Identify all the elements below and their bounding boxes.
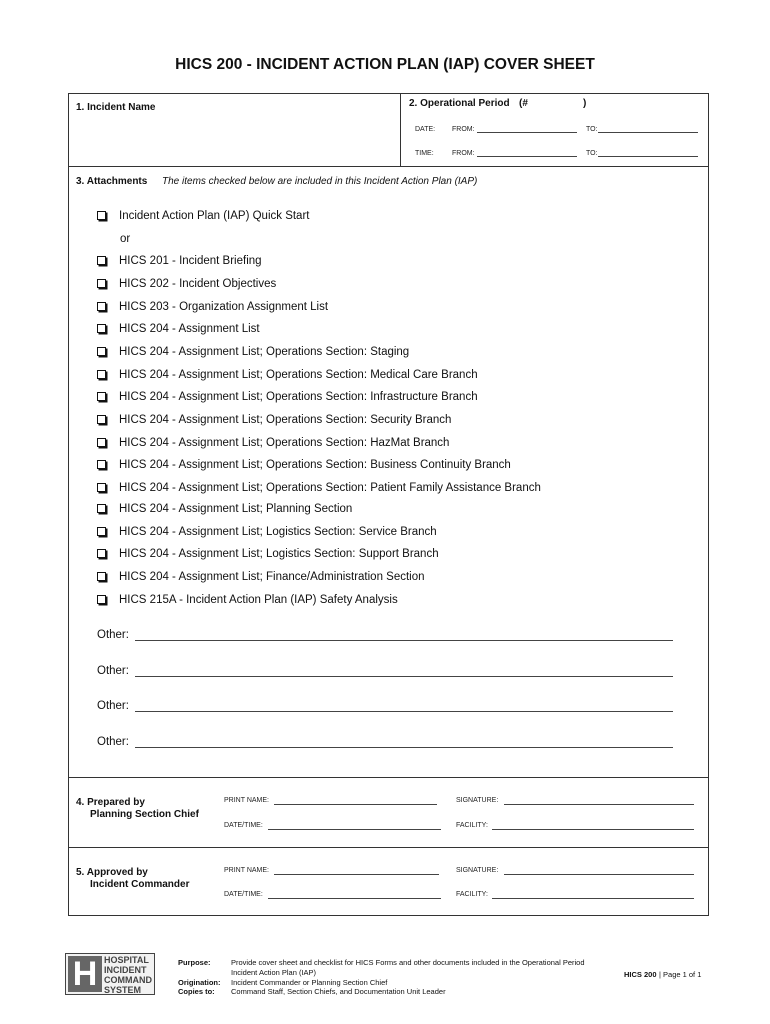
copies-label: Copies to: [178,987,215,996]
purpose-text-2: Incident Action Plan (IAP) [231,968,317,977]
checklist-item-hics-201[interactable] [97,255,262,267]
other-field-4[interactable] [135,747,673,748]
prepared-datetime-field[interactable] [268,829,441,830]
time-to-field[interactable] [598,156,698,157]
time-from-label: FROM: [452,150,475,157]
logo-line: INCIDENT [104,965,147,975]
checkbox[interactable] [97,302,106,311]
checklist-item-label: HICS 204 - Assignment List; Finance/Administration Section [119,571,425,583]
checklist-item-label: HICS 204 - Assignment List [119,323,260,335]
checkbox[interactable] [97,438,106,447]
origination-text: Incident Commander or Planning Section Chief [231,978,388,987]
approved-signature-label: SIGNATURE: [456,867,499,874]
checklist-item-label: HICS 204 - Assignment List; Logistics Section: Service Branch [119,526,437,538]
time-from-field[interactable] [477,156,577,157]
checklist-item-hics-204-support[interactable] [97,548,439,560]
checklist-item-label: HICS 202 - Incident Objectives [119,278,277,290]
other-label-2: Other: [97,665,129,677]
checklist-item-label: HICS 204 - Assignment List; Planning Section [119,503,353,515]
other-field-3[interactable] [135,711,673,712]
purpose-label: Purpose: [178,958,211,967]
checklist-item-hics-204-finance[interactable] [97,571,425,583]
checkbox[interactable] [97,370,106,379]
operational-period-label: 2. Operational Period [409,98,510,109]
checklist-item-hics-204-security[interactable] [97,414,451,426]
prepared-by-label: 4. Prepared by [76,797,145,808]
approved-by-label: 5. Approved by [76,867,148,878]
approved-facility-label: FACILITY: [456,891,488,898]
other-label-4: Other: [97,736,129,748]
approved-datetime-label: DATE/TIME: [224,891,263,898]
attachments-label: 3. Attachments [76,176,148,187]
checklist-item-hics-204-planning[interactable] [97,503,352,515]
prepared-print-name-label: PRINT NAME: [224,797,269,804]
logo-line: COMMAND [104,975,152,985]
operational-period-close: ) [583,98,587,109]
logo-line: HOSPITAL [104,955,149,965]
checklist-item-label: HICS 204 - Assignment List; Operations Section: HazMat Branch [119,437,450,449]
page-title: HICS 200 - INCIDENT ACTION PLAN (IAP) COVER SHEET [175,56,595,73]
checkbox[interactable] [97,392,106,401]
checklist-item-label: HICS 204 - Assignment List; Operations Section: Patient Family Assistance Branch [119,482,541,494]
checklist-item-hics-204-business-continuity[interactable] [97,459,511,471]
checklist-item-label: HICS 204 - Assignment List; Operations Section: Medical Care Branch [119,369,478,381]
checklist-item-quick-start[interactable] [97,210,309,222]
prepared-datetime-label: DATE/TIME: [224,822,263,829]
form-id: HICS 200 [624,970,657,979]
checkbox[interactable] [97,460,106,469]
checklist-item-hics-204-hazmat[interactable] [97,437,449,449]
checkbox[interactable] [97,256,106,265]
checkbox[interactable] [97,504,106,513]
checklist-item-label: HICS 215A - Incident Action Plan (IAP) Safety Analysis [119,594,398,606]
checkbox[interactable] [97,595,106,604]
approved-print-name-field[interactable] [274,874,439,875]
approved-print-name-label: PRINT NAME: [224,867,269,874]
date-to-label: TO: [586,126,598,133]
checkbox[interactable] [97,483,106,492]
checkbox[interactable] [97,211,106,220]
other-field-2[interactable] [135,676,673,677]
checklist-item-label: HICS 201 - Incident Briefing [119,255,262,267]
other-label-3: Other: [97,700,129,712]
origination-label: Origination: [178,978,221,987]
prepared-print-name-field[interactable] [274,804,437,805]
incident-name-field[interactable] [76,115,392,163]
purpose-text-1: Provide cover sheet and checklist for HICS Forms and other documents included in the Operational Period [231,958,585,967]
checklist-item-label: HICS 204 - Assignment List; Logistics Section: Support Branch [119,548,439,560]
checklist-item-label: HICS 203 - Organization Assignment List [119,301,329,313]
checklist-item-hics-203[interactable] [97,301,328,313]
checklist-item-hics-215a[interactable] [97,594,398,606]
approved-by-role: Incident Commander [90,879,190,890]
checklist-item-label: HICS 204 - Assignment List; Operations Section: Infrastructure Branch [119,391,478,403]
checkbox[interactable] [97,347,106,356]
checklist-item-label: HICS 204 - Assignment List; Operations Section: Business Continuity Branch [119,459,511,471]
copies-text: Command Staff, Section Chiefs, and Documentation Unit Leader [231,987,446,996]
checkbox[interactable] [97,324,106,333]
checklist-item-hics-204[interactable] [97,323,260,335]
logo-line: SYSTEM [104,985,142,995]
checkbox[interactable] [97,549,106,558]
checklist-item-label: Incident Action Plan (IAP) Quick Start [119,210,310,222]
checklist-item-hics-204-service[interactable] [97,526,437,538]
or-text: or [120,233,131,245]
checklist-item-hics-204-infrastructure[interactable] [97,391,478,403]
checkbox[interactable] [97,527,106,536]
other-label-1: Other: [97,629,129,641]
approved-datetime-field[interactable] [268,898,441,899]
date-from-label: FROM: [452,126,475,133]
checkbox[interactable] [97,279,106,288]
checklist-item-label: HICS 204 - Assignment List; Operations Section: Staging [119,346,410,358]
checklist-item-hics-204-medical-care[interactable] [97,369,478,381]
date-label: DATE: [415,126,436,133]
prepared-signature-field[interactable] [504,804,694,805]
checkbox[interactable] [97,415,106,424]
prepared-facility-field[interactable] [492,829,694,830]
divider-header [69,166,708,167]
divider-vertical [400,94,401,166]
checkbox[interactable] [97,572,106,581]
hics-logo [65,953,155,995]
divider-attachments [69,777,708,778]
attachments-note: The items checked below are included in this Incident Action Plan (IAP) [162,176,478,187]
date-from-field[interactable] [477,132,577,133]
time-label: TIME: [415,150,434,157]
divider-prepared [69,847,708,848]
incident-name-label: 1. Incident Name [76,102,156,113]
prepared-facility-label: FACILITY: [456,822,488,829]
logo-text [104,955,152,995]
approved-signature-field[interactable] [504,874,694,875]
operational-period-hash: (# [519,98,528,109]
page-number: | Page 1 of 1 [659,970,702,979]
time-to-label: TO: [586,150,598,157]
logo-letter: H [68,956,102,992]
checklist-item-label: HICS 204 - Assignment List; Operations Section: Security Branch [119,414,452,426]
checklist-item-hics-204-staging[interactable] [97,346,409,358]
other-field-1[interactable] [135,640,673,641]
checklist-item-hics-204-patient-family[interactable] [97,482,541,494]
checklist-item-hics-202[interactable] [97,278,276,290]
approved-facility-field[interactable] [492,898,694,899]
prepared-signature-label: SIGNATURE: [456,797,499,804]
prepared-by-role: Planning Section Chief [90,809,199,820]
operational-period-number-field[interactable] [540,96,580,110]
date-to-field[interactable] [598,132,698,133]
